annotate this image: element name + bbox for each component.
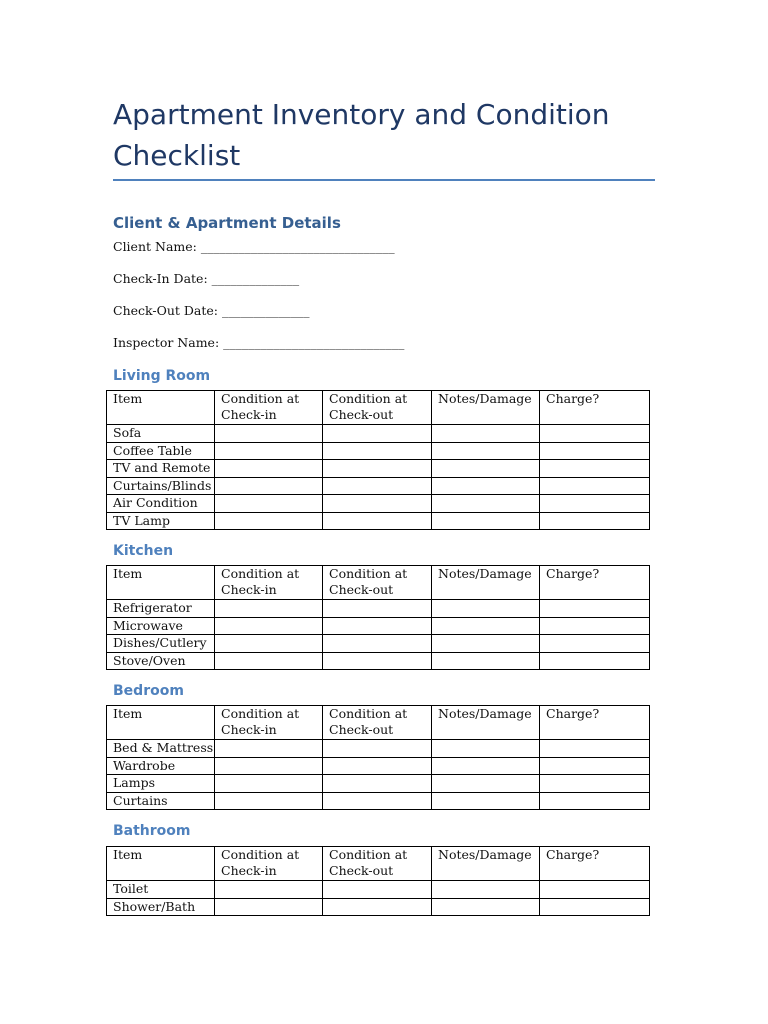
section-heading-bedroom: Bedroom bbox=[113, 683, 184, 699]
section-heading-living-room: Living Room bbox=[113, 368, 211, 384]
field-label: Inspector Name: bbox=[113, 335, 220, 350]
check-in-cell[interactable] bbox=[215, 512, 323, 530]
item-cell: Shower/Bath bbox=[107, 898, 215, 916]
kitchen-table bbox=[106, 565, 650, 670]
header-notes-damage: Notes/Damage bbox=[432, 847, 540, 881]
client-name-field[interactable] bbox=[113, 239, 395, 254]
field-blank-line: _______________________________ bbox=[200, 239, 395, 254]
item-cell: Stove/Oven bbox=[107, 652, 215, 670]
header-condition-check-in: Condition at Check-in bbox=[215, 566, 323, 600]
living-room-table bbox=[106, 390, 650, 530]
item-cell: Curtains bbox=[107, 792, 215, 810]
check-in-date-field[interactable] bbox=[113, 271, 299, 286]
check-in-cell[interactable] bbox=[215, 477, 323, 495]
table-row bbox=[107, 512, 650, 530]
header-charge: Charge? bbox=[540, 391, 650, 425]
charge-cell[interactable] bbox=[540, 460, 650, 478]
header-condition-check-in: Condition at Check-in bbox=[215, 391, 323, 425]
item-cell: Microwave bbox=[107, 617, 215, 635]
table-row bbox=[107, 617, 650, 635]
check-out-cell[interactable] bbox=[323, 442, 432, 460]
header-notes-damage: Notes/Damage bbox=[432, 706, 540, 740]
charge-cell[interactable] bbox=[540, 898, 650, 916]
table-row bbox=[107, 425, 650, 443]
table-row bbox=[107, 775, 650, 793]
check-out-date-field[interactable] bbox=[113, 303, 309, 318]
table-header-row bbox=[107, 391, 650, 425]
section-heading-kitchen: Kitchen bbox=[113, 543, 174, 559]
charge-cell[interactable] bbox=[540, 740, 650, 758]
notes-cell[interactable] bbox=[432, 460, 540, 478]
check-out-cell[interactable] bbox=[323, 775, 432, 793]
table-row bbox=[107, 898, 650, 916]
check-in-cell[interactable] bbox=[215, 652, 323, 670]
check-out-cell[interactable] bbox=[323, 512, 432, 530]
check-out-cell[interactable] bbox=[323, 477, 432, 495]
table-row bbox=[107, 495, 650, 513]
item-cell: Dishes/Cutlery bbox=[107, 635, 215, 653]
notes-cell[interactable] bbox=[432, 617, 540, 635]
charge-cell[interactable] bbox=[540, 512, 650, 530]
notes-cell[interactable] bbox=[432, 881, 540, 899]
title-divider bbox=[113, 179, 655, 181]
header-charge: Charge? bbox=[540, 566, 650, 600]
check-out-cell[interactable] bbox=[323, 792, 432, 810]
notes-cell[interactable] bbox=[432, 477, 540, 495]
check-in-cell[interactable] bbox=[215, 600, 323, 618]
table-row bbox=[107, 460, 650, 478]
notes-cell[interactable] bbox=[432, 442, 540, 460]
notes-cell[interactable] bbox=[432, 652, 540, 670]
notes-cell[interactable] bbox=[432, 757, 540, 775]
item-cell: Sofa bbox=[107, 425, 215, 443]
header-item: Item bbox=[107, 391, 215, 425]
item-cell: Wardrobe bbox=[107, 757, 215, 775]
item-cell: Coffee Table bbox=[107, 442, 215, 460]
charge-cell[interactable] bbox=[540, 652, 650, 670]
check-out-cell[interactable] bbox=[323, 881, 432, 899]
header-condition-check-out: Condition at Check-out bbox=[323, 706, 432, 740]
header-condition-check-out: Condition at Check-out bbox=[323, 566, 432, 600]
header-notes-damage: Notes/Damage bbox=[432, 391, 540, 425]
check-out-cell[interactable] bbox=[323, 495, 432, 513]
page-title: Apartment Inventory and Condition Checklist bbox=[113, 98, 610, 172]
charge-cell[interactable] bbox=[540, 477, 650, 495]
bathroom-table bbox=[106, 846, 650, 916]
header-item: Item bbox=[107, 706, 215, 740]
section-heading-bathroom: Bathroom bbox=[113, 823, 191, 839]
notes-cell[interactable] bbox=[432, 792, 540, 810]
table-header-row bbox=[107, 706, 650, 740]
field-label: Check-In Date: bbox=[113, 271, 208, 286]
check-in-cell[interactable] bbox=[215, 425, 323, 443]
check-in-cell[interactable] bbox=[215, 617, 323, 635]
notes-cell[interactable] bbox=[432, 740, 540, 758]
table-row bbox=[107, 600, 650, 618]
charge-cell[interactable] bbox=[540, 635, 650, 653]
header-item: Item bbox=[107, 566, 215, 600]
details-heading: Client & Apartment Details bbox=[113, 214, 341, 232]
table-row bbox=[107, 881, 650, 899]
table-header-row bbox=[107, 566, 650, 600]
table-header-row bbox=[107, 847, 650, 881]
notes-cell[interactable] bbox=[432, 495, 540, 513]
notes-cell[interactable] bbox=[432, 775, 540, 793]
check-out-cell[interactable] bbox=[323, 898, 432, 916]
charge-cell[interactable] bbox=[540, 425, 650, 443]
header-condition-check-in: Condition at Check-in bbox=[215, 847, 323, 881]
check-out-cell[interactable] bbox=[323, 425, 432, 443]
header-condition-check-out: Condition at Check-out bbox=[323, 391, 432, 425]
item-cell: Air Condition bbox=[107, 495, 215, 513]
table-row bbox=[107, 635, 650, 653]
header-charge: Charge? bbox=[540, 706, 650, 740]
field-blank-line: ______________ bbox=[211, 271, 300, 286]
charge-cell[interactable] bbox=[540, 792, 650, 810]
check-out-cell[interactable] bbox=[323, 460, 432, 478]
check-out-cell[interactable] bbox=[323, 600, 432, 618]
item-cell: Refrigerator bbox=[107, 600, 215, 618]
check-in-cell[interactable] bbox=[215, 740, 323, 758]
charge-cell[interactable] bbox=[540, 495, 650, 513]
charge-cell[interactable] bbox=[540, 881, 650, 899]
notes-cell[interactable] bbox=[432, 898, 540, 916]
notes-cell[interactable] bbox=[432, 600, 540, 618]
item-cell: TV Lamp bbox=[107, 512, 215, 530]
check-in-cell[interactable] bbox=[215, 757, 323, 775]
check-out-cell[interactable] bbox=[323, 617, 432, 635]
field-label: Client Name: bbox=[113, 239, 197, 254]
table-row bbox=[107, 442, 650, 460]
check-out-cell[interactable] bbox=[323, 757, 432, 775]
check-in-cell[interactable] bbox=[215, 775, 323, 793]
check-out-cell[interactable] bbox=[323, 740, 432, 758]
header-condition-check-in: Condition at Check-in bbox=[215, 706, 323, 740]
table-row bbox=[107, 757, 650, 775]
check-in-cell[interactable] bbox=[215, 792, 323, 810]
charge-cell[interactable] bbox=[540, 775, 650, 793]
field-blank-line: ______________ bbox=[221, 303, 310, 318]
check-out-cell[interactable] bbox=[323, 652, 432, 670]
check-in-cell[interactable] bbox=[215, 881, 323, 899]
check-in-cell[interactable] bbox=[215, 898, 323, 916]
charge-cell[interactable] bbox=[540, 757, 650, 775]
check-in-cell[interactable] bbox=[215, 495, 323, 513]
check-out-cell[interactable] bbox=[323, 635, 432, 653]
table-row bbox=[107, 740, 650, 758]
header-item: Item bbox=[107, 847, 215, 881]
table-row bbox=[107, 792, 650, 810]
check-in-cell[interactable] bbox=[215, 460, 323, 478]
item-cell: Toilet bbox=[107, 881, 215, 899]
check-in-cell[interactable] bbox=[215, 635, 323, 653]
notes-cell[interactable] bbox=[432, 635, 540, 653]
item-cell: TV and Remote bbox=[107, 460, 215, 478]
notes-cell[interactable] bbox=[432, 425, 540, 443]
table-row bbox=[107, 652, 650, 670]
charge-cell[interactable] bbox=[540, 442, 650, 460]
table-row bbox=[107, 477, 650, 495]
check-in-cell[interactable] bbox=[215, 442, 323, 460]
bedroom-table bbox=[106, 705, 650, 810]
field-label: Check-Out Date: bbox=[113, 303, 218, 318]
header-charge: Charge? bbox=[540, 847, 650, 881]
charge-cell[interactable] bbox=[540, 600, 650, 618]
header-notes-damage: Notes/Damage bbox=[432, 566, 540, 600]
item-cell: Curtains/Blinds bbox=[107, 477, 215, 495]
field-blank-line: _____________________________ bbox=[223, 335, 405, 350]
charge-cell[interactable] bbox=[540, 617, 650, 635]
item-cell: Bed & Mattress bbox=[107, 740, 215, 758]
header-condition-check-out: Condition at Check-out bbox=[323, 847, 432, 881]
item-cell: Lamps bbox=[107, 775, 215, 793]
notes-cell[interactable] bbox=[432, 512, 540, 530]
inspector-name-field[interactable] bbox=[113, 335, 404, 350]
